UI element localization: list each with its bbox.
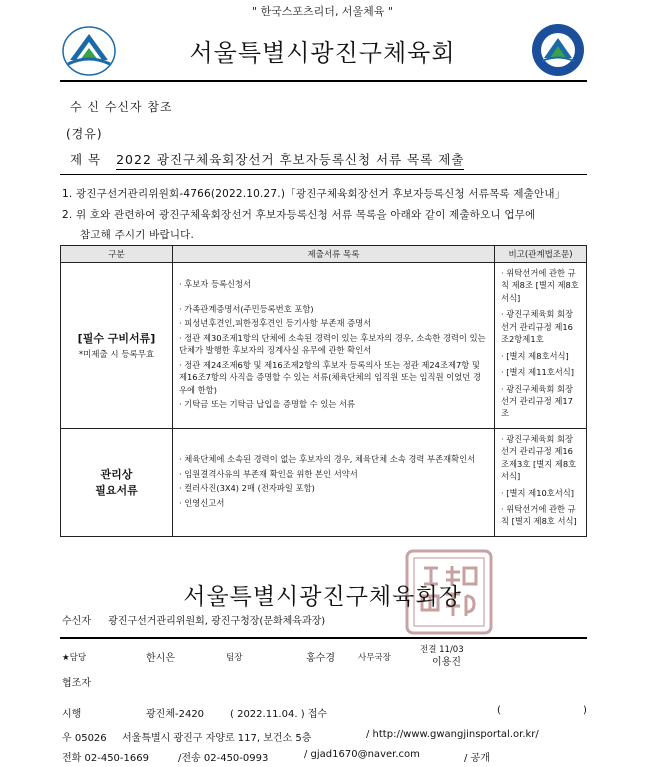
table-row-admin	[61, 428, 587, 536]
category-admin-sub: 필요서류	[95, 484, 138, 498]
list-item: · 후보자 등록신청서	[179, 279, 252, 290]
list-item: · [별지 제8호서식]	[501, 350, 569, 361]
document-table	[60, 245, 587, 537]
category-required-sub: *미제출 시 등록무효	[78, 350, 155, 361]
body-line-2: 2. 위 호와 관련하여 광진구체육회장선거 후보자등록신청 서류 목록을 아래와 같이 제출하오니 업무에	[62, 209, 536, 221]
list-item: · 컬러사진(3X4) 2매 (전자파일 포함)	[179, 483, 315, 494]
fax-number: /전송 02-450-0993	[178, 753, 269, 764]
team-label: 팀장	[226, 653, 243, 663]
body-line-3: 참고해 주시기 바랍니다.	[80, 229, 195, 241]
phone-number: 전화 02-450-1669	[62, 753, 149, 764]
director-name: 이용진	[432, 657, 461, 668]
category-admin	[61, 428, 173, 536]
enforce-number: 광진체-2420	[146, 709, 205, 720]
body-line-1: 1. 광진구선거관리위원회-4766(2022.10.27.)「광진구체육회장선거 후보자등록신청 서류목록 제출안내」	[62, 188, 566, 200]
list-item: · 기탁금 또는 기탁금 납입을 증명할 수 있는 서류	[179, 398, 356, 409]
category-required-title: [필수 구비서류]	[77, 332, 156, 346]
approval-label: 전결 11/03	[420, 645, 464, 655]
list-item: · 인영신고서	[179, 497, 225, 508]
list-item: · [별지 제10호서식]	[501, 487, 575, 498]
list-item: · 위탁선거에 관한 규칙 제8조 [별지 제8호서식]	[501, 268, 579, 303]
list-item: · [별지 제11호서식]	[501, 367, 575, 378]
subject-line	[70, 150, 464, 168]
list-item: · 임원결격사유의 부존재 확인을 위한 본인 서약서	[179, 468, 358, 479]
footer-rule	[60, 637, 587, 639]
subject-rule	[60, 174, 587, 175]
staff-name: 한시은	[146, 653, 175, 664]
col-header-docs: 제출서류 목록	[173, 246, 495, 263]
required-doc-list	[173, 263, 495, 429]
enforce-label: 시행	[62, 709, 82, 720]
admin-doc-list	[173, 428, 495, 536]
address: 서울특별시 광진구 자양로 117, 보건소 5층	[122, 733, 312, 744]
list-item: · 광진구체육회 회장선거 관리규정 제16조제3호 [별지 제8호서식]	[501, 433, 577, 482]
org-title: 서울특별시광진구체육회	[189, 39, 456, 67]
list-item: · 광진구체육회 회장선거 관리규정 제16조2항제1호	[501, 309, 574, 345]
staff-label: ★담당	[62, 653, 87, 663]
category-required	[61, 263, 173, 429]
team-name: 홍수경	[306, 653, 335, 664]
col-header-notes: 비고(관계법조문)	[495, 246, 587, 263]
recipients-row	[62, 612, 325, 627]
slogan: " 한국스포츠리더, 서울체육 "	[252, 5, 393, 18]
list-item: · 정관 제24조제6항 및 제16조제2항의 후보자 등록의사 또는 정관 제24조제7항 및 제16조7항의 사직을 증명할 수 있는 서류(체육단체의 임직원 또는 임직원 이었던 경우에 한함)	[179, 359, 481, 395]
list-item: · 가족관계증명서(주민등록번호 포함)	[179, 303, 314, 314]
list-item: · 체육단체에 소속된 경력이 없는 후보자의 경우, 체육단체 소속 경력 부존재확인서	[179, 454, 476, 465]
table-header-row	[61, 246, 587, 263]
receipt-paren-close: )	[583, 705, 587, 716]
cooperator-label: 협조자	[62, 678, 91, 689]
col-header-category: 구분	[61, 246, 173, 263]
website-link[interactable]: / http://www.gwangjinsportal.or.kr/	[366, 729, 539, 740]
list-item: · 정관 제30조제1항의 단체에 소속된 경력이 있는 후보자의 경우, 소속한 경력이 있는 단체가 발행한 후보자의 징계사실 유무에 관한 확인서	[179, 332, 486, 356]
right-logo-icon	[530, 22, 584, 76]
via-line: (경유)	[66, 127, 103, 141]
required-note-list	[495, 263, 587, 429]
subject-text: 2022 광진구체육회장선거 후보자등록신청 서류 목록 제출	[116, 152, 464, 170]
recipients-label: 수신자	[62, 616, 91, 627]
zip-code: 우 05026	[62, 733, 107, 744]
subject-label: 제 목	[70, 152, 102, 167]
sender-title: 서울특별시광진구체육회장	[183, 584, 462, 610]
list-item: · 피성년후견인,피한정후견인 등기사항 부존재 증명서	[179, 318, 372, 329]
list-item: · 광진구체육회 회장선거 관리규정 제17조	[501, 383, 574, 419]
category-admin-title: 관리상	[100, 468, 133, 482]
admin-note-list	[495, 428, 587, 536]
recipient-line: 수 신 수신자 참조	[70, 100, 173, 114]
email-address[interactable]: / gjad1670@naver.com	[304, 749, 420, 760]
list-item: · 위탁선거에 관한 규칙 [별지 제8호 서식]	[501, 504, 577, 527]
director-label: 사무국장	[358, 653, 391, 663]
header-rule	[60, 80, 587, 82]
public-status: / 공개	[464, 753, 490, 764]
recipients-value: 광진구선거관리위원회, 광진구청장(문화체육과장)	[108, 616, 326, 627]
table-row-required	[61, 263, 587, 429]
enforce-date: ( 2022.11.04. ) 접수	[230, 709, 328, 720]
receipt-paren-open: (	[497, 705, 501, 716]
